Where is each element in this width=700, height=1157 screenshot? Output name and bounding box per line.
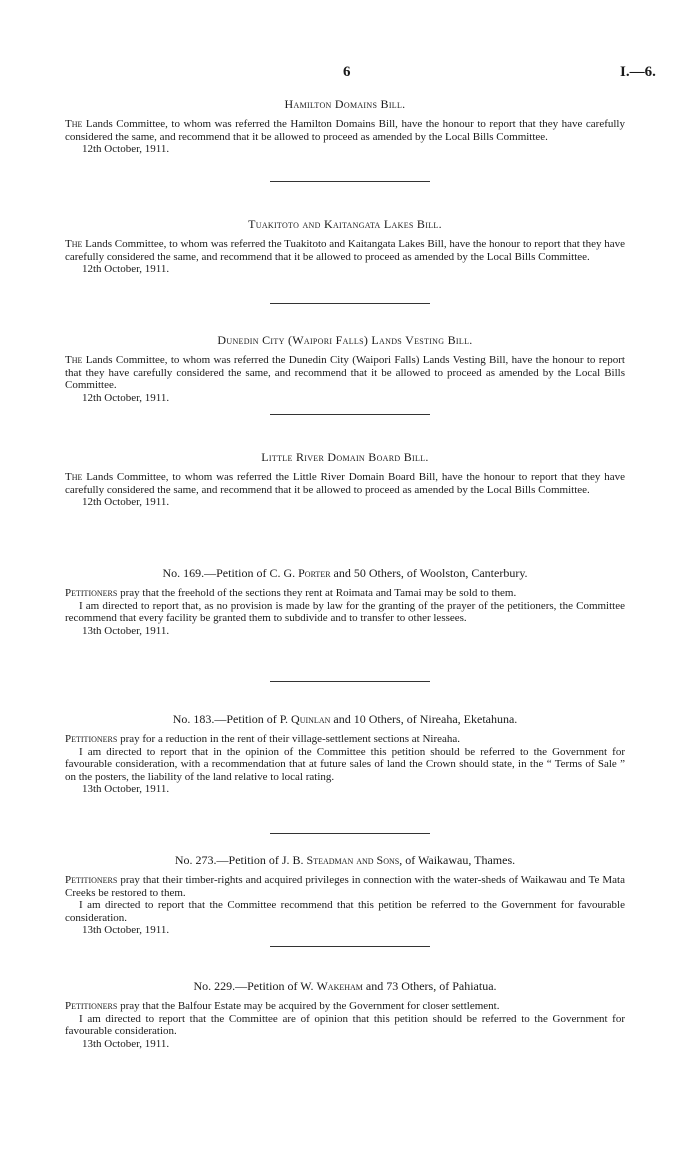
bill-report-text: The Lands Committee, to whom was referred the Little River Domain Board Bill, have the honour to report that they have carefully considered the same, and recommend that it be allowed to proceed as amended by the Local Bills Committee. [65,471,625,496]
bill-report-hamilton [65,97,625,156]
bill-report-text: The Lands Committee, to whom was referred the Hamilton Domains Bill, have the honour to report that they have carefully considered the same, and recommend that it be allowed to proceed as amended by the Local Bills Committee. [65,118,625,143]
bill-report-text: The Lands Committee, to whom was referred the Dunedin City (Waipori Falls) Lands Vesting Bill, have the honour to report that they have carefully considered the same, and recommend that it be allowed to proceed as amended by the Local Bills Committee. [65,354,625,392]
petition-report: I am directed to report that, as no provision is made by law for the granting of the prayer of the petitioners, the Committee recommend that every facility be granted them to subdivide and to transfer to other lessees. [65,599,625,625]
bill-title: Dunedin City (Waipori Falls) Lands Vesting Bill. [217,333,473,347]
petition-title: No. 229.—Petition of W. Wakeham and 73 Others, of Pahiatua. [193,979,497,993]
petition-title: No. 169.—Petition of C. G. Porter and 50 Others, of Woolston, Canterbury. [162,566,528,580]
page-reference: I.—6. [620,64,656,80]
petition-report: I am directed to report that the Committee are of opinion that this petition should be referred to the Government for favourable consideration. [65,1012,625,1038]
section-divider [270,681,430,682]
petition-prayer: Petitioners pray for a reduction in the rent of their village-settlement sections at Nireaha. [65,733,461,745]
report-date: 12th October, 1911. [82,263,170,276]
petition-report: I am directed to report that the Committee recommend that this petition be referred to the Government for favourable consideration. [65,899,625,924]
report-date: 12th October, 1911. [82,143,170,156]
bill-report-dunedin [65,333,625,405]
bill-title: Hamilton Domains Bill. [284,97,406,111]
bill-report-text: The Lands Committee, to whom was referred the Tuakitoto and Kaitangata Lakes Bill, have the honour to report that they have carefully considered the same, and recommend that it be allowed to proceed as amended by the Local Bills Committee. [65,238,625,263]
section-divider [270,833,430,834]
bill-title: Tuakitoto and Kaitangata Lakes Bill. [248,217,442,231]
petition-title: No. 273.—Petition of J. B. Steadman and Sons, of Waikawau, Thames. [174,853,516,867]
petition-273 [65,853,625,937]
section-divider [270,946,430,947]
petition-prayer: Petitioners pray that the Balfour Estate may be acquired by the Government for closer settlement. [65,1000,500,1012]
petition-prayer: Petitioners pray that their timber-rights and acquired privileges in connection with the water-sheds of Waikawau and Te Mata Creeks be restored to them. [65,874,625,899]
report-date: 13th October, 1911. [82,624,170,637]
bill-report-little-river [65,450,625,509]
bill-report-tuakitoto [65,217,625,276]
petition-prayer: Petitioners pray that the freehold of the sections they rent at Roimata and Tamai may be sold to them. [65,587,517,599]
petition-report: I am directed to report that in the opinion of the Committee this petition should be referred to the Government for favourable consideration, with a recommendation that at future sales of land the Crown should state, in the “ Terms of Sale ” on the posters, the liability of the land relative to local rating. [65,745,625,783]
petition-169 [65,566,625,638]
report-date: 12th October, 1911. [82,391,170,404]
petition-183 [65,712,625,796]
report-date: 13th October, 1911. [82,783,170,796]
report-date: 13th October, 1911. [82,1037,170,1050]
petition-229 [65,979,625,1051]
petition-title: No. 183.—Petition of P. Quinlan and 10 Others, of Nireaha, Eketahuna. [172,712,518,726]
section-divider [270,414,430,415]
report-date: 13th October, 1911. [82,924,170,937]
section-divider [270,181,430,182]
page-number: 6 [343,64,351,80]
section-divider [270,303,430,304]
bill-title: Little River Domain Board Bill. [261,450,429,464]
report-date: 12th October, 1911. [82,496,170,509]
